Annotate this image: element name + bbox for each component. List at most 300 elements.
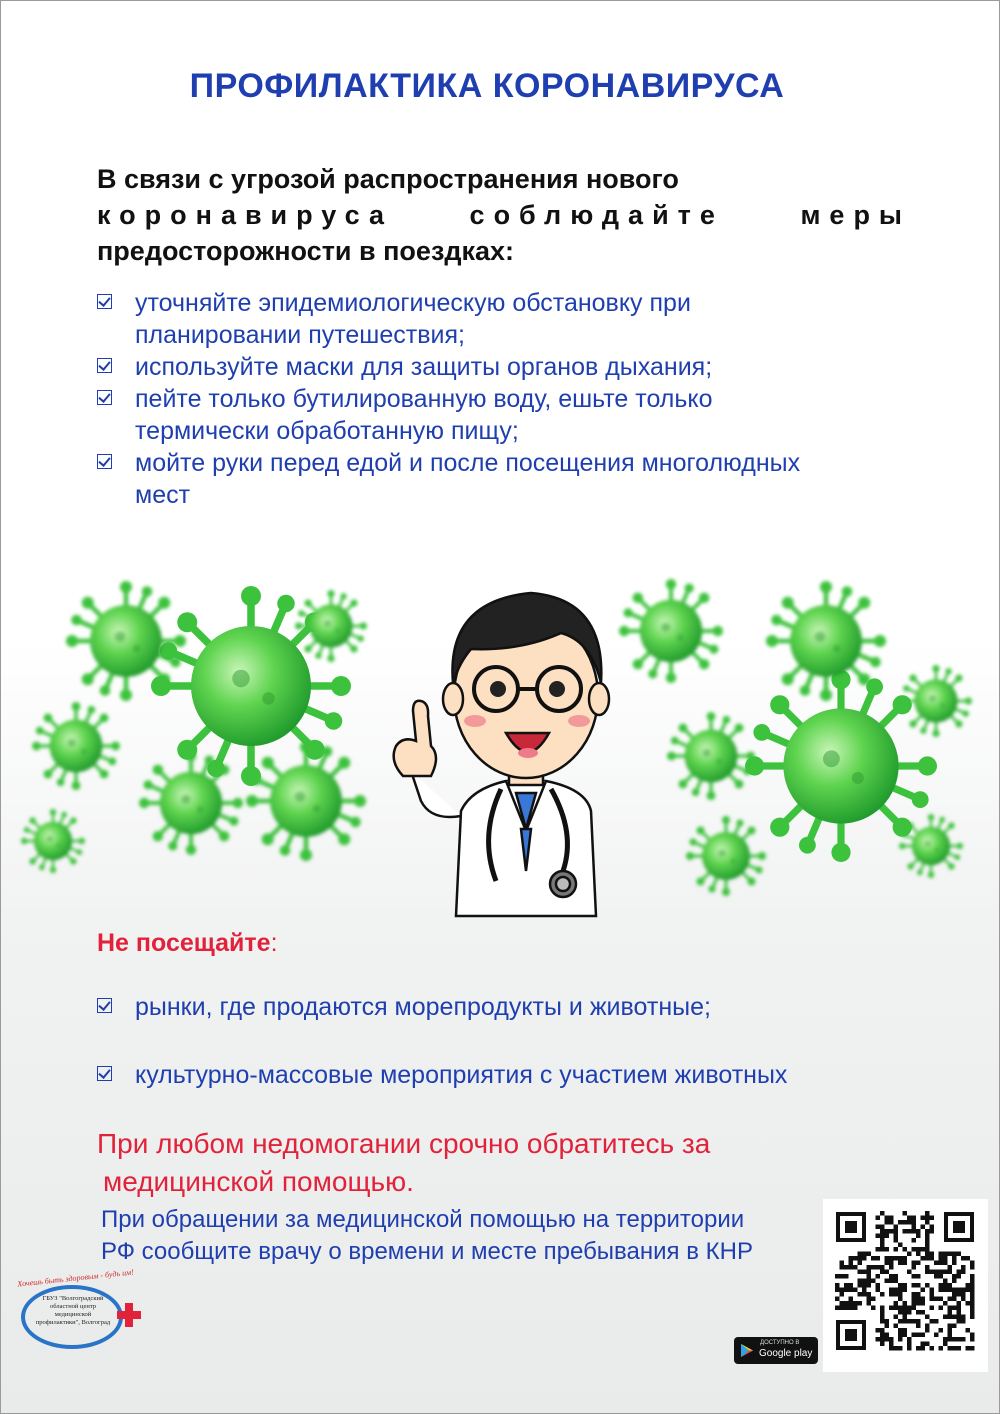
qr-module <box>957 1310 962 1315</box>
qr-module <box>903 1310 908 1315</box>
qr-module <box>862 1279 867 1284</box>
qr-module <box>957 1274 962 1279</box>
qr-module <box>925 1283 930 1288</box>
qr-module <box>957 1301 962 1306</box>
qr-module <box>903 1315 908 1320</box>
virus-icon <box>766 581 886 701</box>
qr-module <box>903 1261 908 1266</box>
qr-module <box>948 1270 953 1275</box>
qr-module <box>912 1265 917 1270</box>
qr-module <box>903 1319 908 1324</box>
qr-module <box>912 1306 917 1311</box>
qr-module <box>961 1297 966 1302</box>
qr-module <box>894 1229 899 1234</box>
qr-module <box>880 1247 885 1252</box>
qr-module <box>948 1265 953 1270</box>
checkbox-icon <box>97 390 112 405</box>
qr-module <box>880 1319 885 1324</box>
qr-module <box>894 1324 899 1329</box>
qr-module <box>867 1265 872 1270</box>
qr-module <box>948 1346 953 1351</box>
qr-module <box>930 1288 935 1293</box>
qr-module <box>880 1270 885 1275</box>
qr-module <box>840 1292 845 1297</box>
qr-module <box>961 1337 966 1342</box>
qr-module <box>952 1324 957 1329</box>
qr-module <box>907 1270 912 1275</box>
qr-module <box>957 1319 962 1324</box>
qr-code[interactable] <box>823 1199 988 1372</box>
qr-module <box>862 1288 867 1293</box>
qr-module <box>880 1243 885 1248</box>
qr-module <box>957 1288 962 1293</box>
qr-module <box>889 1342 894 1347</box>
qr-module <box>898 1337 903 1342</box>
qr-module <box>916 1261 921 1266</box>
qr-module <box>930 1225 935 1230</box>
intro-line-3: предосторожности в поездках: <box>97 236 515 266</box>
qr-module <box>903 1211 908 1216</box>
qr-module <box>903 1306 908 1311</box>
qr-module <box>948 1333 953 1338</box>
qr-module <box>849 1288 854 1293</box>
qr-module <box>889 1288 894 1293</box>
qr-module <box>925 1243 930 1248</box>
qr-module <box>853 1288 858 1293</box>
qr-module <box>966 1301 971 1306</box>
qr-module <box>912 1216 917 1221</box>
qr-module <box>849 1301 854 1306</box>
qr-module <box>885 1279 890 1284</box>
qr-module <box>840 1261 845 1266</box>
qr-module <box>952 1288 957 1293</box>
qr-module <box>930 1216 935 1221</box>
qr-module <box>898 1310 903 1315</box>
qr-module <box>907 1306 912 1311</box>
qr-module <box>934 1297 939 1302</box>
medical-cross-icon <box>117 1303 141 1327</box>
qr-module <box>930 1270 935 1275</box>
qr-module <box>925 1238 930 1243</box>
qr-module <box>925 1265 930 1270</box>
qr-module <box>966 1328 971 1333</box>
qr-module <box>898 1306 903 1311</box>
qr-module <box>970 1301 975 1306</box>
qr-module <box>916 1319 921 1324</box>
qr-module <box>912 1292 917 1297</box>
logo-org-name: ГБУЗ "Волгоградский областной центр медицинской профилактики", Волгоград <box>35 1295 111 1326</box>
qr-module <box>912 1220 917 1225</box>
advice-item: уточняйте эпидемиологическую обстановку при планировании путешествия; <box>97 287 897 351</box>
qr-module <box>844 1274 849 1279</box>
qr-module <box>903 1301 908 1306</box>
qr-module <box>930 1256 935 1261</box>
qr-module <box>948 1324 953 1329</box>
qr-module <box>894 1315 899 1320</box>
doctor-illustration <box>394 593 609 916</box>
qr-module <box>885 1319 890 1324</box>
qr-module <box>844 1288 849 1293</box>
qr-module <box>858 1292 863 1297</box>
qr-module <box>930 1297 935 1302</box>
qr-module <box>934 1261 939 1266</box>
qr-module <box>853 1256 858 1261</box>
qr-module <box>930 1252 935 1257</box>
qr-module <box>961 1288 966 1293</box>
virus-icon <box>619 579 723 683</box>
qr-module <box>966 1288 971 1293</box>
qr-module <box>916 1324 921 1329</box>
qr-module <box>858 1283 863 1288</box>
qr-module <box>889 1306 894 1311</box>
qr-module <box>880 1229 885 1234</box>
qr-module <box>907 1252 912 1257</box>
qr-module <box>898 1283 903 1288</box>
qr-module <box>876 1337 881 1342</box>
checkbox-icon <box>97 1066 112 1081</box>
qr-module <box>862 1270 867 1275</box>
qr-module <box>880 1315 885 1320</box>
qr-module <box>970 1274 975 1279</box>
qr-module <box>970 1279 975 1284</box>
qr-module <box>943 1256 948 1261</box>
qr-module <box>894 1234 899 1239</box>
qr-module <box>939 1252 944 1257</box>
qr-module <box>916 1234 921 1239</box>
qr-module <box>835 1306 840 1311</box>
qr-module <box>907 1337 912 1342</box>
qr-module <box>889 1220 894 1225</box>
qr-module <box>880 1265 885 1270</box>
qr-module <box>912 1238 917 1243</box>
qr-module <box>952 1292 957 1297</box>
qr-module <box>948 1328 953 1333</box>
qr-module <box>939 1328 944 1333</box>
qr-module <box>925 1211 930 1216</box>
qr-module <box>952 1274 957 1279</box>
qr-module <box>849 1306 854 1311</box>
qr-module <box>961 1292 966 1297</box>
qr-module <box>885 1247 890 1252</box>
qr-module <box>867 1283 872 1288</box>
qr-module <box>840 1265 845 1270</box>
qr-module <box>921 1342 926 1347</box>
qr-module <box>880 1234 885 1239</box>
qr-module <box>840 1274 845 1279</box>
qr-module <box>925 1270 930 1275</box>
qr-module <box>876 1225 881 1230</box>
qr-module <box>885 1234 890 1239</box>
qr-module <box>916 1346 921 1351</box>
qr-module <box>961 1256 966 1261</box>
virus-icon <box>66 581 186 701</box>
qr-module <box>898 1346 903 1351</box>
qr-module <box>921 1225 926 1230</box>
qr-module <box>925 1328 930 1333</box>
qr-module <box>858 1261 863 1266</box>
qr-module <box>885 1216 890 1221</box>
qr-module <box>880 1328 885 1333</box>
qr-module <box>849 1256 854 1261</box>
qr-module <box>907 1310 912 1315</box>
qr-module <box>916 1292 921 1297</box>
qr-module <box>921 1297 926 1302</box>
qr-module <box>943 1315 948 1320</box>
qr-module <box>966 1283 971 1288</box>
qr-module <box>903 1333 908 1338</box>
qr-module <box>912 1225 917 1230</box>
qr-module <box>921 1301 926 1306</box>
qr-module <box>930 1306 935 1311</box>
qr-module <box>844 1306 849 1311</box>
qr-module <box>961 1270 966 1275</box>
qr-module <box>912 1283 917 1288</box>
virus-icon <box>139 751 243 855</box>
qr-module <box>970 1288 975 1293</box>
qr-module <box>948 1310 953 1315</box>
qr-module <box>948 1252 953 1257</box>
qr-module <box>961 1265 966 1270</box>
qr-module <box>912 1301 917 1306</box>
qr-module <box>885 1220 890 1225</box>
qr-module <box>952 1256 957 1261</box>
qr-module <box>970 1297 975 1302</box>
qr-module <box>880 1337 885 1342</box>
qr-module <box>894 1225 899 1230</box>
virus-icon <box>32 702 120 790</box>
qr-module <box>889 1229 894 1234</box>
qr-module <box>898 1292 903 1297</box>
do-not-visit-list <box>97 991 897 1127</box>
qr-module <box>912 1297 917 1302</box>
qr-module <box>871 1256 876 1261</box>
qr-module <box>948 1283 953 1288</box>
advice-list <box>97 287 897 511</box>
qr-module <box>853 1301 858 1306</box>
qr-module <box>885 1333 890 1338</box>
qr-module <box>970 1265 975 1270</box>
qr-module <box>849 1261 854 1266</box>
qr-module <box>853 1306 858 1311</box>
qr-module <box>957 1337 962 1342</box>
qr-module <box>840 1288 845 1293</box>
qr-module <box>898 1256 903 1261</box>
qr-module <box>939 1346 944 1351</box>
qr-module <box>912 1274 917 1279</box>
virus-icon <box>21 809 85 873</box>
qr-module <box>970 1306 975 1311</box>
qr-module <box>871 1306 876 1311</box>
qr-module <box>952 1306 957 1311</box>
qr-module <box>907 1342 912 1347</box>
qr-module <box>894 1292 899 1297</box>
qr-module <box>939 1256 944 1261</box>
qr-module <box>876 1247 881 1252</box>
qr-module <box>957 1270 962 1275</box>
qr-module <box>885 1256 890 1261</box>
qr-module <box>876 1256 881 1261</box>
qr-module <box>952 1315 957 1320</box>
qr-module <box>889 1256 894 1261</box>
qr-module <box>916 1252 921 1257</box>
qr-module <box>943 1337 948 1342</box>
advice-item: мойте руки перед едой и после посещения многолюдных мест <box>97 447 897 511</box>
qr-module <box>885 1270 890 1275</box>
qr-module <box>889 1265 894 1270</box>
qr-module <box>858 1301 863 1306</box>
qr-module <box>876 1283 881 1288</box>
qr-module <box>943 1342 948 1347</box>
qr-module <box>871 1279 876 1284</box>
qr-code-graphic <box>823 1199 988 1372</box>
qr-module <box>889 1216 894 1221</box>
qr-module <box>916 1274 921 1279</box>
qr-module <box>939 1283 944 1288</box>
qr-module <box>907 1229 912 1234</box>
qr-module <box>894 1274 899 1279</box>
qr-module <box>907 1319 912 1324</box>
qr-module <box>925 1252 930 1257</box>
qr-module <box>880 1225 885 1230</box>
intro-text <box>97 161 911 269</box>
qr-module <box>939 1261 944 1266</box>
qr-module <box>925 1324 930 1329</box>
qr-module <box>970 1310 975 1315</box>
qr-module <box>916 1310 921 1315</box>
qr-module <box>952 1261 957 1266</box>
qr-module <box>889 1274 894 1279</box>
qr-module <box>970 1261 975 1266</box>
qr-module <box>844 1283 849 1288</box>
poster-title: ПРОФИЛАКТИКА КОРОНАВИРУСА <box>189 67 785 105</box>
qr-module <box>921 1346 926 1351</box>
qr-module <box>898 1243 903 1248</box>
qr-module <box>898 1297 903 1302</box>
qr-module <box>894 1301 899 1306</box>
report-notice: При обращении за медицинской помощью на территории РФ сообщите врачу о времени и месте пребывания в КНР <box>101 1206 753 1265</box>
qr-module <box>867 1292 872 1297</box>
qr-module <box>957 1306 962 1311</box>
qr-module <box>880 1292 885 1297</box>
qr-module <box>916 1297 921 1302</box>
qr-module <box>957 1346 962 1351</box>
do-not-visit-item: рынки, где продаются морепродукты и животные; <box>97 991 897 1023</box>
qr-module <box>835 1297 840 1302</box>
virus-icon <box>686 816 766 896</box>
qr-module <box>880 1342 885 1347</box>
qr-module <box>912 1319 917 1324</box>
qr-module <box>907 1220 912 1225</box>
qr-module <box>880 1310 885 1315</box>
qr-module <box>943 1270 948 1275</box>
qr-module <box>970 1315 975 1320</box>
qr-module <box>916 1229 921 1234</box>
qr-module <box>898 1220 903 1225</box>
organization-logo <box>11 1267 141 1363</box>
qr-module <box>939 1274 944 1279</box>
qr-module <box>934 1274 939 1279</box>
qr-module <box>930 1319 935 1324</box>
qr-module <box>844 1301 849 1306</box>
qr-module <box>916 1247 921 1252</box>
qr-module <box>948 1297 953 1302</box>
qr-module <box>925 1229 930 1234</box>
qr-module <box>885 1229 890 1234</box>
qr-module <box>912 1261 917 1266</box>
qr-module <box>889 1337 894 1342</box>
qr-module <box>894 1238 899 1243</box>
advice-item: используйте маски для защиты органов дыхания; <box>97 351 897 383</box>
qr-module <box>934 1319 939 1324</box>
qr-module <box>898 1328 903 1333</box>
do-not-visit-item: культурно-массовые мероприятия с участием животных <box>97 1059 897 1091</box>
logo-slogan: Хочешь быть здоровым - будь им! <box>16 1267 135 1289</box>
qr-module <box>952 1346 957 1351</box>
qr-module <box>840 1306 845 1311</box>
qr-module <box>894 1306 899 1311</box>
qr-module <box>880 1306 885 1311</box>
qr-module <box>970 1346 975 1351</box>
qr-module <box>867 1301 872 1306</box>
qr-module <box>939 1270 944 1275</box>
checkbox-icon <box>97 454 112 469</box>
qr-module <box>853 1265 858 1270</box>
qr-module <box>961 1315 966 1320</box>
qr-module <box>849 1283 854 1288</box>
qr-module <box>903 1220 908 1225</box>
intro-line-2: коронавируса соблюдайте меры <box>97 200 911 230</box>
qr-module <box>921 1216 926 1221</box>
qr-module <box>880 1211 885 1216</box>
qr-module <box>867 1252 872 1257</box>
qr-module <box>880 1238 885 1243</box>
qr-module <box>889 1279 894 1284</box>
qr-module <box>961 1319 966 1324</box>
qr-module <box>970 1292 975 1297</box>
checkbox-icon <box>97 294 112 309</box>
qr-module <box>835 1274 840 1279</box>
qr-module <box>925 1216 930 1221</box>
urgent-notice: При любом недомогании срочно обратитесь за медицинской помощью. <box>97 1128 711 1197</box>
virus-icon <box>899 814 963 878</box>
qr-module <box>921 1310 926 1315</box>
qr-module <box>957 1292 962 1297</box>
qr-module <box>867 1274 872 1279</box>
qr-module <box>889 1261 894 1266</box>
qr-module <box>885 1261 890 1266</box>
qr-module <box>939 1297 944 1302</box>
qr-module <box>930 1292 935 1297</box>
qr-module <box>948 1315 953 1320</box>
qr-module <box>925 1315 930 1320</box>
qr-module <box>876 1274 881 1279</box>
qr-module <box>948 1288 953 1293</box>
qr-module <box>876 1328 881 1333</box>
qr-module <box>925 1220 930 1225</box>
qr-module <box>889 1346 894 1351</box>
qr-module <box>921 1288 926 1293</box>
qr-module <box>943 1283 948 1288</box>
qr-module <box>858 1256 863 1261</box>
qr-module <box>898 1333 903 1338</box>
qr-module <box>867 1297 872 1302</box>
qr-module <box>903 1288 908 1293</box>
qr-module <box>894 1256 899 1261</box>
qr-module <box>858 1279 863 1284</box>
qr-module <box>948 1337 953 1342</box>
google-play-badge[interactable] <box>734 1337 818 1364</box>
qr-module <box>876 1288 881 1293</box>
